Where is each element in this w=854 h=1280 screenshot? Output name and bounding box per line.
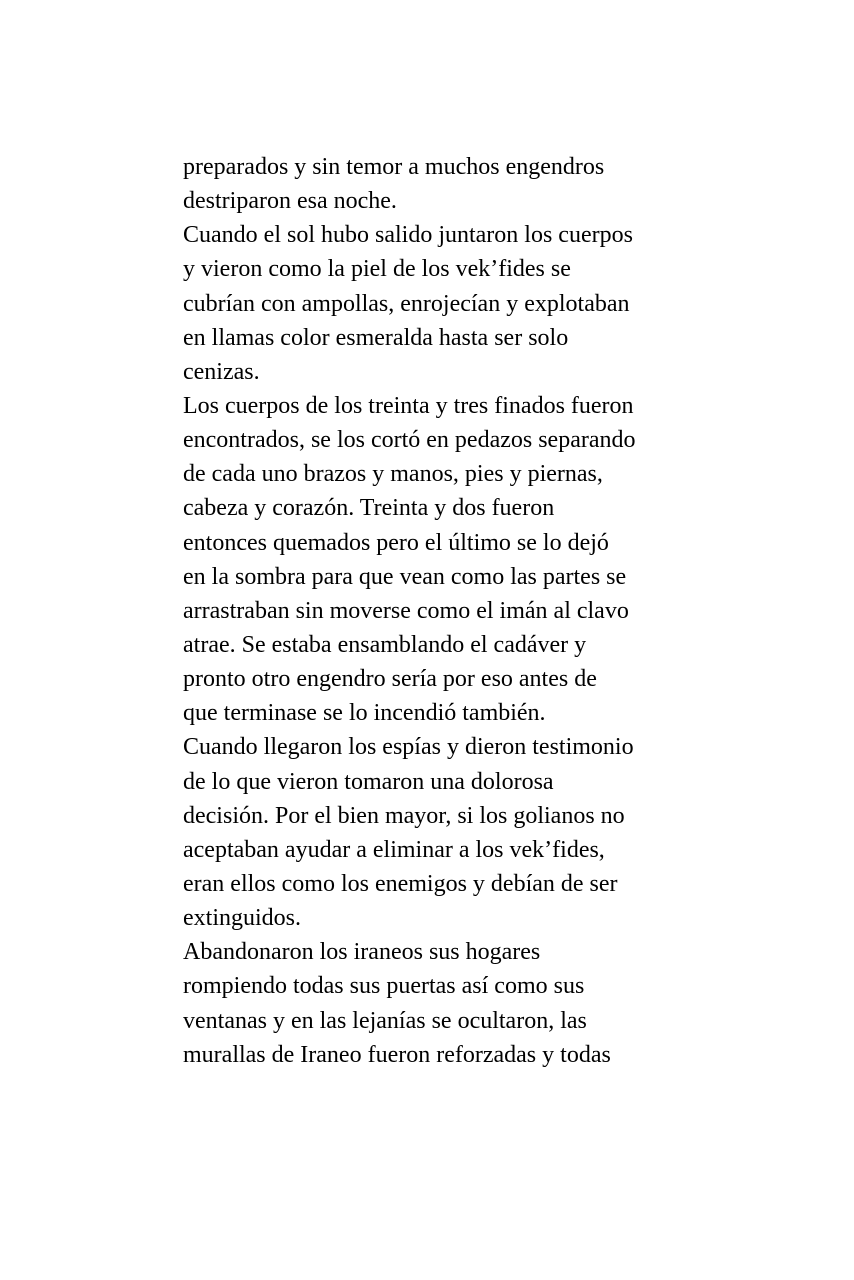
text-line: y vieron como la piel de los vek’fides se: [183, 256, 571, 283]
text-line: Los cuerpos de los treinta y tres finados fueron: [183, 392, 634, 419]
text-line: de lo que vieron tomaron una dolorosa: [183, 768, 554, 795]
text-line: encontrados, se los cortó en pedazos separando: [183, 427, 636, 454]
text-line: extinguidos.: [183, 905, 301, 932]
text-line: cubrían con ampollas, enrojecían y explotaban: [183, 290, 630, 317]
body-text: [183, 150, 743, 1072]
text-line: pronto otro engendro sería por eso antes de: [183, 666, 597, 693]
text-line: arrastraban sin moverse como el imán al clavo: [183, 597, 629, 624]
text-line: en la sombra para que vean como las partes se: [183, 563, 627, 590]
text-line: murallas de Iraneo fueron reforzadas y todas: [183, 1041, 611, 1068]
text-line: destriparon esa noche.: [183, 188, 397, 215]
text-line: de cada uno brazos y manos, pies y piernas,: [183, 461, 603, 488]
text-line: cabeza y corazón. Treinta y dos fueron: [183, 495, 555, 522]
text-line: cenizas.: [183, 358, 260, 385]
text-line: Cuando el sol hubo salido juntaron los cuerpos: [183, 222, 633, 249]
text-line: atrae. Se estaba ensamblando el cadáver y: [183, 631, 587, 658]
text-line: aceptaban ayudar a eliminar a los vek’fides,: [183, 836, 605, 863]
text-line: Abandonaron los iraneos sus hogares: [183, 939, 541, 966]
text-line: preparados y sin temor a muchos engendros: [183, 154, 605, 180]
text-line: eran ellos como los enemigos y debían de ser: [183, 870, 618, 897]
text-line: entonces quemados pero el último se lo dejó: [183, 529, 609, 556]
text-line: decisión. Por el bien mayor, si los golianos no: [183, 802, 625, 829]
text-line: rompiendo todas sus puertas así como sus: [183, 973, 585, 1000]
text-line: en llamas color esmeralda hasta ser solo: [183, 324, 569, 351]
text-line: ventanas y en las lejanías se ocultaron, las: [183, 1007, 587, 1034]
document-page: [183, 150, 743, 1072]
text-line: Cuando llegaron los espías y dieron testimonio: [183, 734, 634, 761]
text-line: que terminase se lo incendió también.: [183, 700, 546, 727]
